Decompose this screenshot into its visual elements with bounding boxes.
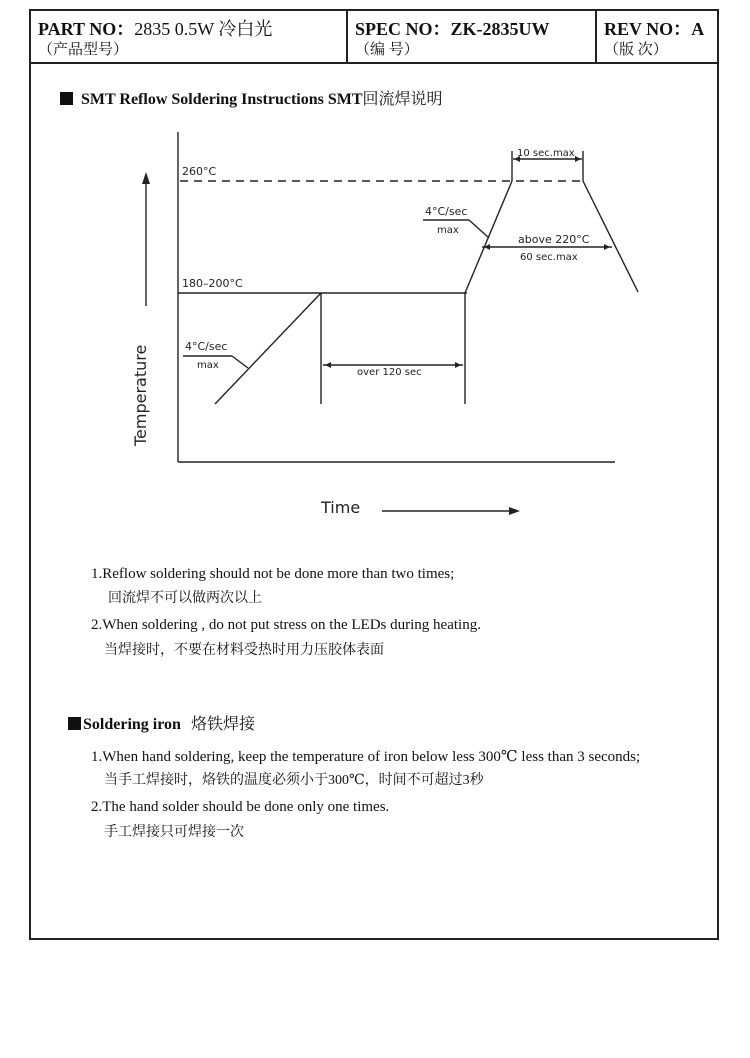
revision-sub: （版 次）	[604, 42, 668, 58]
square-bullet-icon	[60, 92, 73, 105]
soak-time-arrow-right	[455, 362, 461, 368]
above-220-arrow-right	[604, 244, 610, 250]
square-bullet-icon	[68, 717, 81, 730]
part-number-cell	[31, 11, 348, 62]
revision-cell	[597, 11, 717, 62]
part-number-sub: （产品型号）	[38, 42, 129, 58]
revision-label: REV NO：	[604, 19, 692, 39]
first-ramp-leader	[232, 356, 248, 368]
iron-note-1-zh: 当手工焊接时，烙铁的温度必须小于300℃，时间不可超过3秒	[104, 773, 484, 788]
spec-number-value: ZK-2835UW	[450, 19, 550, 39]
peak-time-arrow-right	[575, 156, 581, 162]
ramp-up-line	[215, 293, 321, 404]
iron-title-zh: 烙铁焊接	[190, 716, 255, 733]
reflow-ramp-label: 4°C/sec	[425, 205, 468, 218]
spec-number-cell	[348, 11, 597, 62]
iron-title-en: Soldering iron	[83, 716, 181, 733]
above-220-label: above 220°C	[518, 233, 590, 246]
peak-time-label: 10 sec.max	[517, 148, 575, 159]
reflow-profile-chart	[0, 120, 750, 530]
iron-note-1-en: 1.When hand soldering, keep the temperature of iron below less 300℃ less than 3 seconds;	[91, 749, 641, 765]
soak-time-arrow-left	[325, 362, 331, 368]
reflow-note-2-zh: 当焊接时，不要在材料受热时用力压胶体表面	[104, 643, 384, 658]
y-axis-title: Temperature	[131, 344, 150, 446]
reflow-title-zh: 回流焊说明	[362, 91, 443, 108]
revision-value: A	[691, 19, 705, 39]
first-ramp-max-label: max	[197, 360, 219, 371]
reflow-note-1-zh: 回流焊不可以做两次以上	[108, 591, 262, 606]
soak-time-label: over 120 sec	[357, 367, 422, 378]
spec-number-sub: （编 号）	[355, 42, 419, 58]
reflow-ramp-leader	[469, 220, 489, 238]
reflow-title-en: SMT Reflow Soldering Instructions SMT	[81, 91, 363, 108]
x-axis-arrow-head	[509, 507, 520, 515]
y-axis-arrow-head	[142, 172, 150, 184]
reflow-section-title	[60, 86, 443, 109]
spec-number-label: SPEC NO：	[355, 19, 451, 39]
reflow-note-2-en: 2.When soldering , do not put stress on the LEDs during heating.	[91, 617, 481, 633]
peak-temp-label: 260°C	[182, 165, 217, 178]
part-number-label: PART NO：	[38, 19, 135, 39]
iron-note-2-en: 2.The hand solder should be done only one times.	[91, 799, 390, 815]
cooling-line	[583, 181, 638, 292]
part-number-value: 2835 0.5W 冷白光	[134, 19, 273, 39]
first-ramp-label: 4°C/sec	[185, 340, 228, 353]
reflow-note-1-en: 1.Reflow soldering should not be done more than two times;	[91, 566, 455, 582]
soak-temp-label: 180–200°C	[182, 277, 243, 290]
header-table	[31, 11, 717, 64]
reflow-ramp-max-label: max	[437, 225, 459, 236]
iron-section-title	[68, 711, 255, 734]
above-220-time-label: 60 sec.max	[520, 252, 578, 263]
iron-note-2-zh: 手工焊接只可焊接一次	[104, 825, 244, 840]
x-axis-title: Time	[321, 498, 361, 517]
